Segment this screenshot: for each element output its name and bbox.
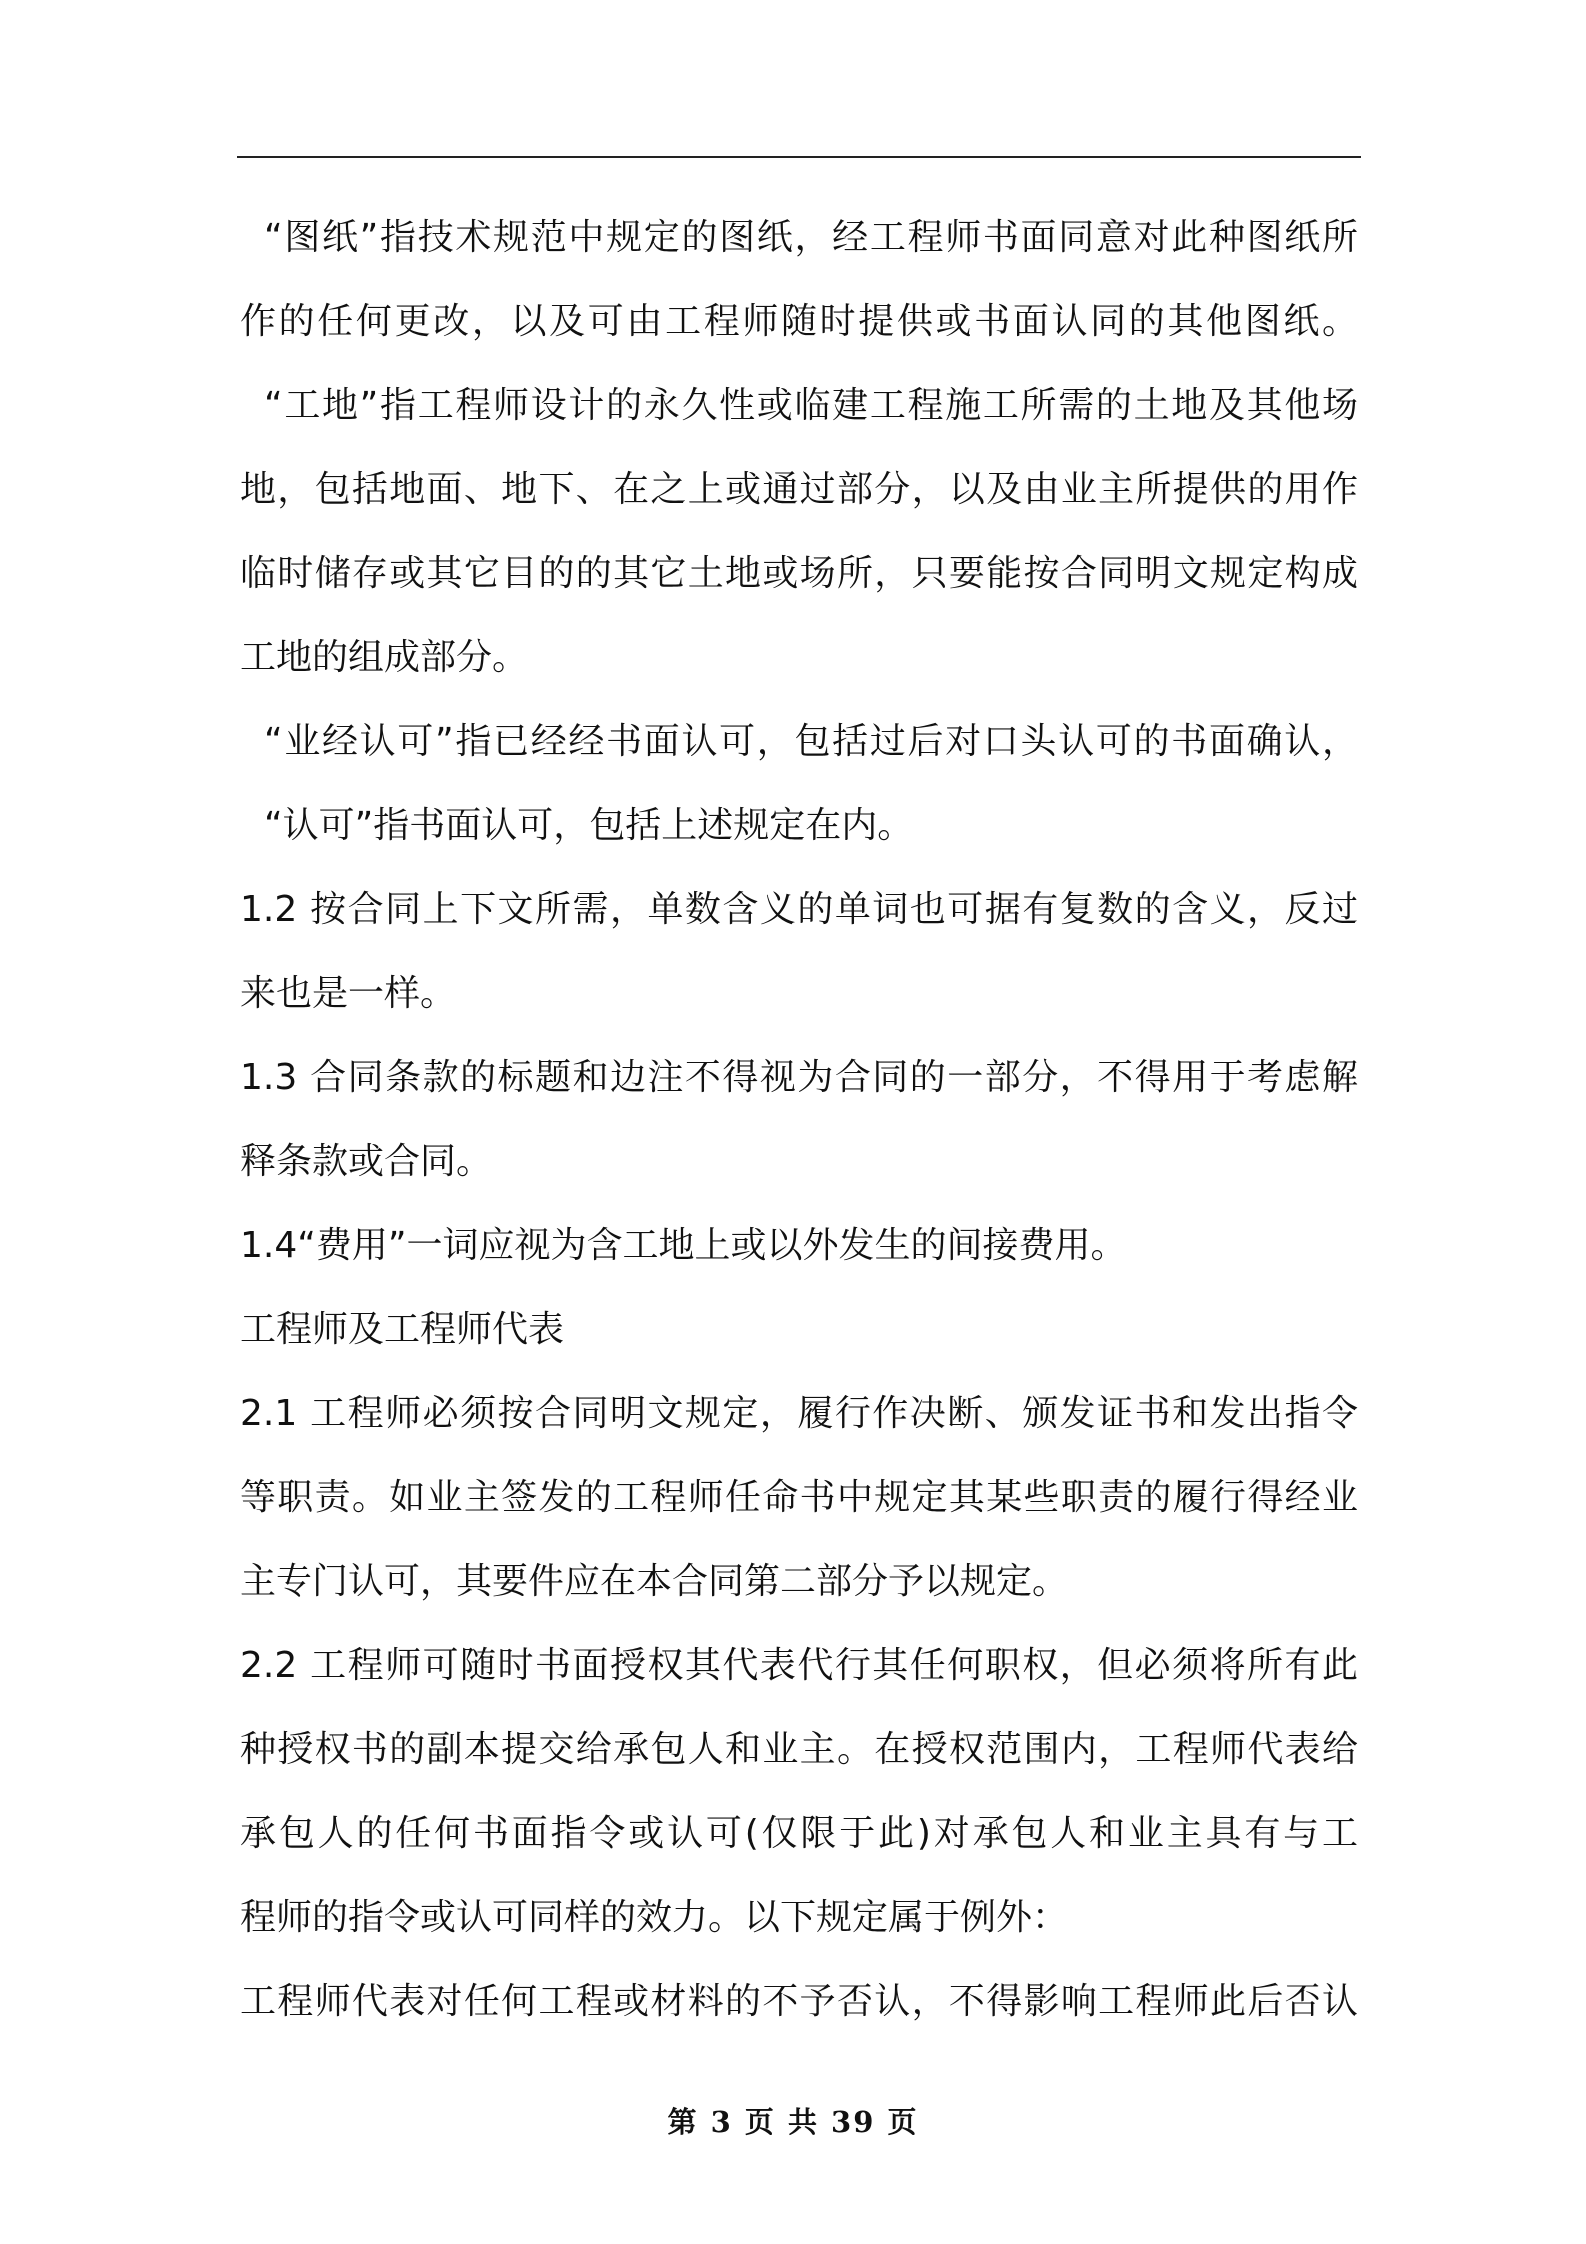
text-line: 来也是一样。 bbox=[240, 973, 457, 1014]
text-line: “业经认可”指已经经书面认可，包括过后对口头认可的书面确认， bbox=[264, 721, 1358, 762]
text-line: 1.2 按合同上下文所需，单数含义的单词也可据有复数的含义，反过 bbox=[240, 889, 1358, 930]
text-line: “工地”指工程师设计的永久性或临建工程施工所需的土地及其他场 bbox=[264, 385, 1358, 426]
text-line: 地，包括地面、地下、在之上或通过部分，以及由业主所提供的用作 bbox=[240, 469, 1358, 510]
page-footer: 第 3 页 共 39 页 bbox=[667, 2105, 919, 2139]
text-line: 1.3 合同条款的标题和边注不得视为合同的一部分，不得用于考虑解 bbox=[240, 1057, 1358, 1098]
section-heading: 工程师及工程师代表 bbox=[240, 1309, 565, 1350]
text-line: 临时储存或其它目的的其它土地或场所，只要能按合同明文规定构成 bbox=[240, 553, 1358, 594]
text-line: 主专门认可，其要件应在本合同第二部分予以规定。 bbox=[240, 1561, 1069, 1602]
text-line: “图纸”指技术规范中规定的图纸，经工程师书面同意对此种图纸所 bbox=[264, 217, 1358, 258]
text-line: 程师的指令或认可同样的效力。以下规定属于例外： bbox=[240, 1897, 1069, 1938]
text-line: “认可”指书面认可，包括上述规定在内。 bbox=[264, 805, 914, 846]
text-line: 工地的组成部分。 bbox=[240, 637, 529, 678]
text-line: 承包人的任何书面指令或认可(仅限于此)对承包人和业主具有与工 bbox=[240, 1813, 1358, 1854]
text-line: 1.4“费用”一词应视为含工地上或以外发生的间接费用。 bbox=[240, 1225, 1127, 1266]
text-line: 等职责。如业主签发的工程师任命书中规定其某些职责的履行得经业 bbox=[240, 1477, 1358, 1518]
text-line: 释条款或合同。 bbox=[240, 1141, 493, 1182]
document-body bbox=[240, 196, 1358, 2044]
header-rule bbox=[237, 156, 1361, 158]
text-line: 2.2 工程师可随时书面授权其代表代行其任何职权，但必须将所有此 bbox=[240, 1645, 1358, 1686]
text-line: 种授权书的副本提交给承包人和业主。在授权范围内，工程师代表给 bbox=[240, 1729, 1358, 1770]
text-line: 2.1 工程师必须按合同明文规定，履行作决断、颁发证书和发出指令 bbox=[240, 1393, 1358, 1434]
text-line: 作的任何更改，以及可由工程师随时提供或书面认同的其他图纸。 bbox=[240, 301, 1358, 342]
text-line: 工程师代表对任何工程或材料的不予否认，不得影响工程师此后否认 bbox=[240, 1981, 1358, 2022]
